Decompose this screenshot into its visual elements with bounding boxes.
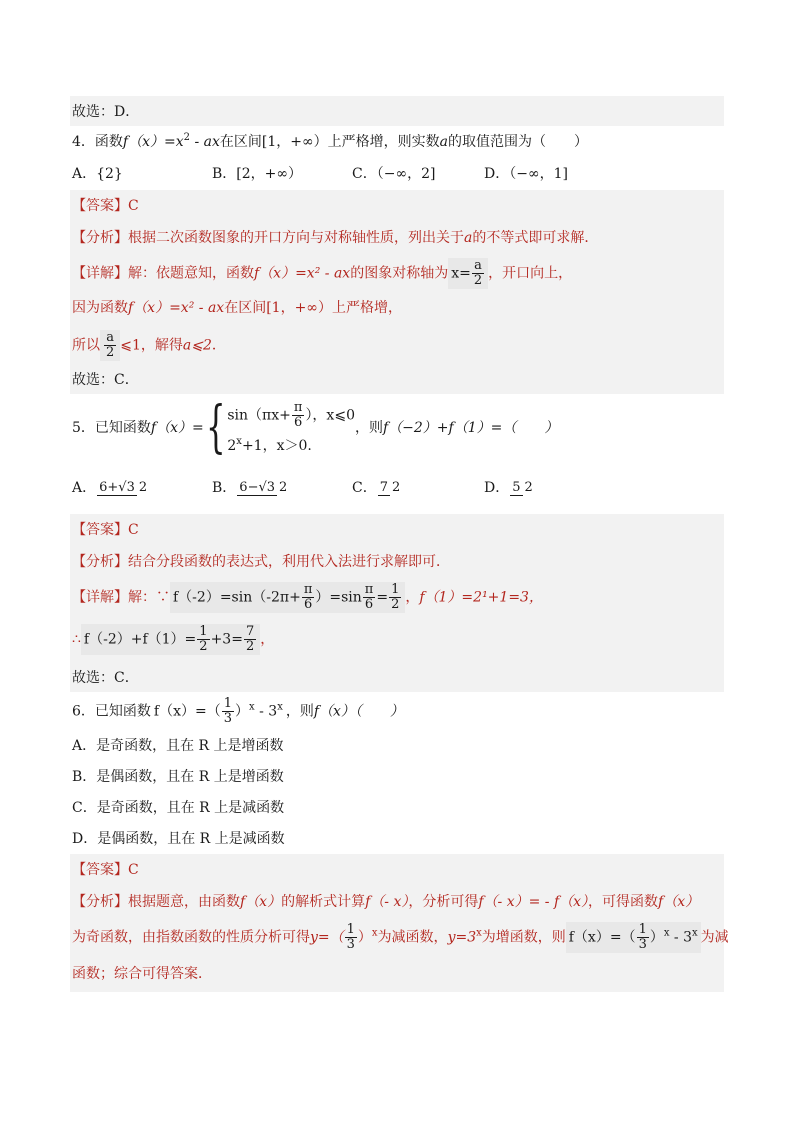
q4-detail (70, 254, 724, 292)
analysis-formula (566, 922, 701, 953)
detail-tag: 【详解】 (72, 265, 128, 282)
formula-part: ） (649, 929, 664, 946)
piece-2 (227, 436, 355, 456)
q6-analysis (70, 886, 724, 918)
q5-function: f（x）= (150, 420, 204, 436)
analysis-text: 为减函数， (377, 929, 448, 946)
detail-f1: f（1）=2¹+1=3， (419, 589, 543, 606)
document-page (70, 96, 729, 992)
analysis-y2: y=3 (447, 929, 477, 946)
q4-function: f（x） (122, 134, 164, 150)
q4-options (70, 158, 724, 190)
analysis-text: ，分析可得 (408, 894, 479, 910)
fraction (378, 481, 403, 496)
q6-answer (70, 854, 724, 886)
answer-tag: 【答案】 (72, 862, 128, 878)
answer-value: C (128, 198, 139, 214)
analysis-paren: ） (357, 929, 372, 946)
analysis-eq: f（- x）= - f（x） (478, 894, 589, 910)
analysis-fnx: f（- x） (365, 894, 409, 910)
piece2-base: 2 (227, 437, 237, 454)
q4-answer (70, 190, 724, 222)
detail-text-2: 的图象对称轴为 (350, 265, 449, 282)
formula-exp: x (249, 701, 255, 713)
piece1-text: sin（πx+ (227, 407, 291, 423)
fraction-den: 2 (279, 479, 288, 495)
q5-option-b (212, 478, 352, 498)
q4-stem-mid: 在区间[1，+∞）上严格增，则实数 (219, 134, 440, 150)
fraction (104, 331, 116, 360)
fraction (197, 625, 209, 654)
conclusion-text: 故选：D． (72, 104, 140, 120)
formula-part: - 3 (254, 703, 278, 720)
fraction-num: π (303, 582, 313, 597)
q6-option-a: A．是奇函数，且在 R 上是增函数 (72, 738, 284, 754)
q4-exp: 2 (183, 132, 191, 143)
analysis-text: 结合分段函数的表达式，利用代入法进行求解即可． (128, 554, 450, 570)
analysis-fx: f（x） (240, 894, 282, 910)
fraction-num: 7 (379, 479, 388, 495)
therefore-icon: ∴ (72, 631, 81, 648)
analysis-tag: 【分析】 (72, 894, 128, 910)
calc-part: f（-2）=sin（-2π+ (173, 589, 301, 606)
fraction (637, 923, 649, 952)
formula-part: f（x）=（ (153, 703, 221, 720)
piece2-exp: x (236, 435, 242, 447)
q6-stem-mid: ，则 (285, 703, 314, 720)
fraction (222, 697, 234, 726)
fraction-num: 7 (245, 624, 255, 639)
q5-detail-2 (70, 620, 724, 662)
q6-stem-prefix: 6．已知函数 (72, 703, 151, 720)
option-letter: C． (352, 480, 377, 496)
detail2-text: 因为函数 (72, 300, 128, 316)
fraction-num: 6−√3 (239, 479, 276, 495)
q6-option-c: C．是奇函数，且在 R 上是减函数 (72, 800, 285, 816)
fraction-den: 3 (223, 711, 233, 726)
analysis-var: a (464, 230, 473, 246)
q6-stem (70, 692, 724, 730)
q4-stem-suffix: 的取值范围为（ ） (448, 134, 589, 150)
q4-option-d: D．（−∞，1] (484, 166, 568, 182)
fraction (244, 625, 256, 654)
fraction (363, 583, 376, 612)
detail-fx: f（x） (254, 265, 296, 282)
calc-part: ）=sin (315, 589, 362, 606)
analysis-text: 的解析式计算 (281, 894, 366, 910)
q5-option-c (352, 478, 484, 498)
answer-tag: 【答案】 (72, 198, 128, 214)
fraction (345, 923, 357, 952)
fraction-den: 3 (346, 937, 355, 952)
analysis-exp: x (371, 927, 378, 939)
q5-options (70, 476, 724, 514)
q5-stem (70, 394, 724, 476)
answer-value: C (128, 522, 139, 538)
axis-x: x= (451, 265, 471, 282)
q5-option-d (484, 478, 536, 498)
piece1-cond: ），x⩽0 (305, 407, 355, 423)
detail3-result: a⩽2 (182, 337, 212, 354)
q6-formula (151, 696, 286, 727)
piecewise-cases (227, 401, 355, 456)
detail2-expr: =x² - ax (169, 300, 225, 316)
sum-formula (81, 624, 260, 655)
q5-answer (70, 514, 724, 546)
detail2-text-2: 在区间[1，+∞）上严格增， (224, 300, 402, 316)
q5-stem-prefix: 5．已知函数 (72, 420, 151, 436)
fraction-num: 1 (391, 582, 400, 597)
fraction (97, 481, 149, 496)
q4-option-b: B．[2，+∞） (212, 166, 303, 182)
detail-comma: ， (405, 589, 420, 606)
formula-part: f（x）=（ (568, 929, 636, 946)
fraction-den: 2 (106, 345, 115, 360)
analysis-tag: 【分析】 (72, 554, 128, 570)
answer-value: C (128, 862, 139, 878)
fraction-num: 1 (346, 922, 355, 937)
analysis-tag: 【分析】 (72, 230, 128, 246)
detail3-text: 所以 (72, 337, 100, 354)
fraction-num: 1 (223, 696, 233, 711)
fraction (292, 401, 305, 430)
q4-var-a: a (439, 134, 449, 150)
calc-part: = (376, 589, 389, 606)
formula-exp: x (277, 701, 283, 713)
detail3-le: ⩽1，解得 (120, 337, 183, 354)
fraction-num: a (474, 258, 482, 273)
analysis-text-end: 的不等式即可求解． (472, 230, 599, 246)
answer-tag: 【答案】 (72, 522, 128, 538)
fraction-den: 2 (473, 273, 483, 288)
option-letter: D． (484, 480, 510, 496)
q5-option-a (72, 478, 212, 498)
q6-option-b: B．是偶函数，且在 R 上是增函数 (72, 769, 284, 785)
q4-stem (70, 126, 724, 158)
analysis-text: 为奇函数，由指数函数的性质分析可得 (72, 929, 310, 946)
q4-option-a: A．{2} (72, 166, 123, 182)
fraction-den: 2 (524, 479, 533, 495)
detail2-end: ， (260, 631, 275, 648)
conclusion-text: 故选：C． (72, 670, 139, 686)
analysis-text: 为增函数，则 (481, 929, 566, 946)
fraction-num: 5 (512, 479, 521, 495)
fraction-num: 1 (638, 922, 647, 937)
sum-part: f（-2）+f（1）= (83, 631, 197, 648)
fraction-den: 2 (138, 479, 148, 495)
fraction-num: a (106, 330, 115, 345)
q4-analysis (70, 222, 724, 254)
fraction-den: 2 (391, 597, 400, 612)
q4-solution (70, 190, 724, 394)
ineq-formula (100, 330, 120, 361)
q4-detail-2 (70, 292, 724, 326)
analysis-exp: x (476, 927, 482, 939)
detail-text-3: ，开口向上， (488, 265, 573, 282)
detail-text: 解：依题意知，函数 (128, 265, 254, 282)
formula-part: ） (235, 703, 250, 720)
fraction-den: 6 (294, 414, 303, 430)
prev-conclusion (70, 96, 724, 126)
analysis-text: 根据题意，由函数 (128, 894, 240, 910)
fraction-num: 1 (199, 624, 208, 639)
formula-part: - 3 (669, 929, 693, 946)
fraction (472, 259, 484, 288)
q4-option-c: C．（−∞，2] (352, 166, 436, 182)
fraction (237, 481, 289, 496)
q6-stem-suffix: f（x）（ ） (313, 703, 404, 720)
detail-tag: 【详解】 (72, 589, 128, 606)
brace-icon: { (205, 395, 226, 460)
q6-option-d: D．是偶函数，且在 R 上是减函数 (72, 831, 285, 847)
analysis-text: 根据二次函数图象的开口方向与对称轴性质，列出关于 (128, 230, 464, 246)
detail3-end: ． (211, 337, 226, 354)
fraction-den: 2 (392, 479, 401, 495)
fraction-den: 2 (199, 639, 208, 654)
q5-solution (70, 514, 724, 692)
q4-eq: =x (164, 134, 184, 150)
q6-analysis-2 (70, 918, 729, 958)
fraction-num: π (364, 582, 374, 597)
q4-stem-prefix: 4．函数 (72, 134, 123, 150)
sum-part: +3= (210, 631, 243, 648)
fraction-num: 6+√3 (99, 479, 135, 495)
q4-conclusion (70, 364, 724, 394)
fraction-den: 3 (638, 937, 647, 952)
q6-analysis-3 (70, 958, 724, 992)
q4-minus: - ax (190, 134, 220, 150)
fraction (302, 583, 315, 612)
detail-expr: =x² - ax (295, 265, 351, 282)
piece2-cond: +1，x＞0. (241, 437, 312, 454)
analysis-fx: f（x） (658, 894, 700, 910)
option-letter: A． (72, 480, 97, 496)
fraction-num: π (293, 399, 303, 415)
q5-stem-suffix: f（−2）+f（1）=（ ） (382, 420, 559, 436)
q5-conclusion (70, 662, 724, 692)
fraction-den: 2 (245, 639, 255, 654)
detail-text: 解：∵ (128, 589, 170, 606)
calc-formula (170, 582, 405, 613)
fraction-den: 6 (364, 597, 374, 612)
piece-1 (227, 401, 355, 430)
analysis-text: 函数；综合可得答案． (72, 966, 212, 982)
detail2-fx: f（x） (128, 300, 170, 316)
formula-exp: x (663, 927, 670, 939)
formula-exp: x (692, 927, 698, 939)
q5-analysis (70, 546, 724, 578)
conclusion-text: 故选：C． (72, 372, 139, 388)
analysis-text: ，可得函数 (588, 894, 659, 910)
fraction (510, 481, 535, 496)
fraction-den: 6 (303, 597, 313, 612)
axis-formula (448, 258, 488, 289)
analysis-y: y=（ (310, 929, 344, 946)
q5-stem-mid: ，则 (354, 420, 383, 436)
fraction (389, 583, 401, 612)
analysis-text: 为减 (700, 929, 729, 946)
q4-detail-3 (70, 326, 724, 364)
q5-detail (70, 578, 724, 620)
q6-solution (70, 854, 729, 992)
option-letter: B． (212, 480, 237, 496)
